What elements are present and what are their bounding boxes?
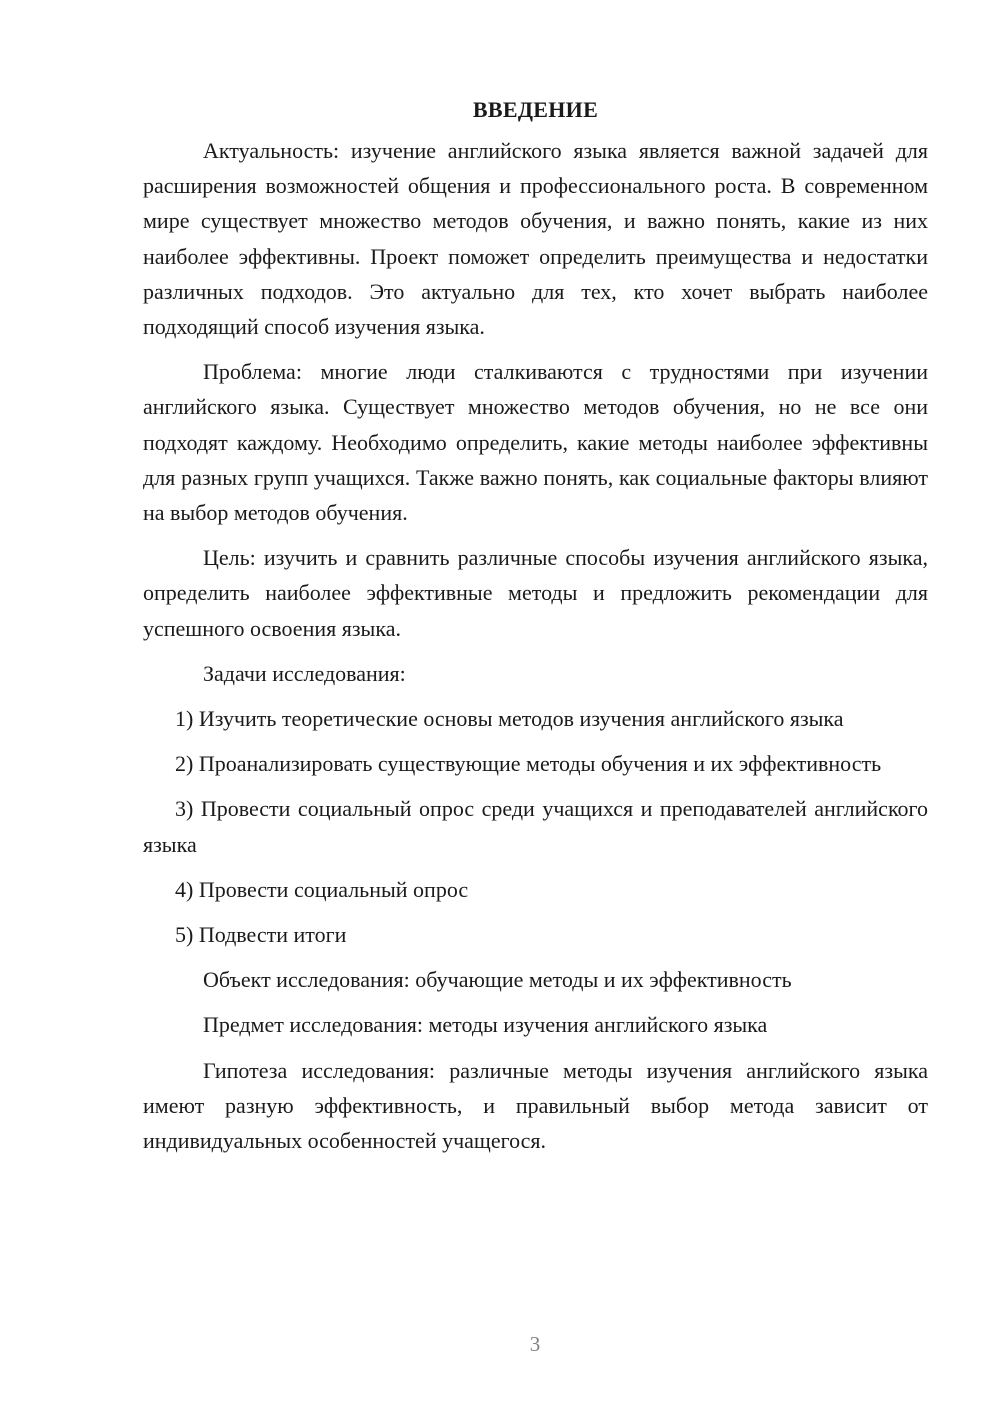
paragraph-relevance: Актуальность: изучение английского языка является важной задачей для расширения возможностей общения и профессионального роста. В современном мире существует множество методов обучения, и важно понять, какие из них наиболее эффективны. Проект поможет определить преимущества и недостатки различных подходов. Это актуально для тех, кто хочет выбрать наиболее подходящий способ изучения языка. (143, 138, 928, 340)
paragraph-object: Объект исследования: обучающие методы и их эффективность (203, 967, 792, 993)
task-item-5: 5) Подвести итоги (175, 922, 347, 948)
paragraph-goal: Цель: изучить и сравнить различные способы изучения английского языка, определить наиболее эффективные методы и предложить рекомендации для успешного освоения языка. (143, 545, 928, 641)
paragraph-subject: Предмет исследования: методы изучения английского языка (203, 1012, 768, 1038)
page-number: 3 (529, 1332, 541, 1356)
tasks-heading: Задачи исследования: (203, 660, 406, 686)
task-item-4: 4) Провести социальный опрос (175, 876, 469, 902)
paragraph-hypothesis: Гипотеза исследования: различные методы изучения английского языка имеют разную эффективность, и правильный выбор метода зависит от индивидуальных особенностей учащегося. (143, 1057, 928, 1154)
document-page (143, 92, 928, 1168)
task-item-2: 2) Проанализировать существующие методы обучения и их эффективность (175, 751, 882, 777)
task-item-1: 1) Изучить теоретические основы методов изучения английского языка (175, 706, 844, 732)
section-heading: ВВЕДЕНИЕ (472, 97, 599, 122)
paragraph-problem: Проблема: многие люди сталкиваются с трудностями при изучении английского языка. Существует множество методов обучения, но не все они подходят каждому. Необходимо определить, какие методы наиболее эффективны для разных групп учащихся. Также важно понять, как социальные факторы влияют на выбор методов обучения. (143, 359, 928, 526)
task-item-3: 3) Провести социальный опрос среди учащихся и преподавателей английского языка (143, 796, 928, 857)
